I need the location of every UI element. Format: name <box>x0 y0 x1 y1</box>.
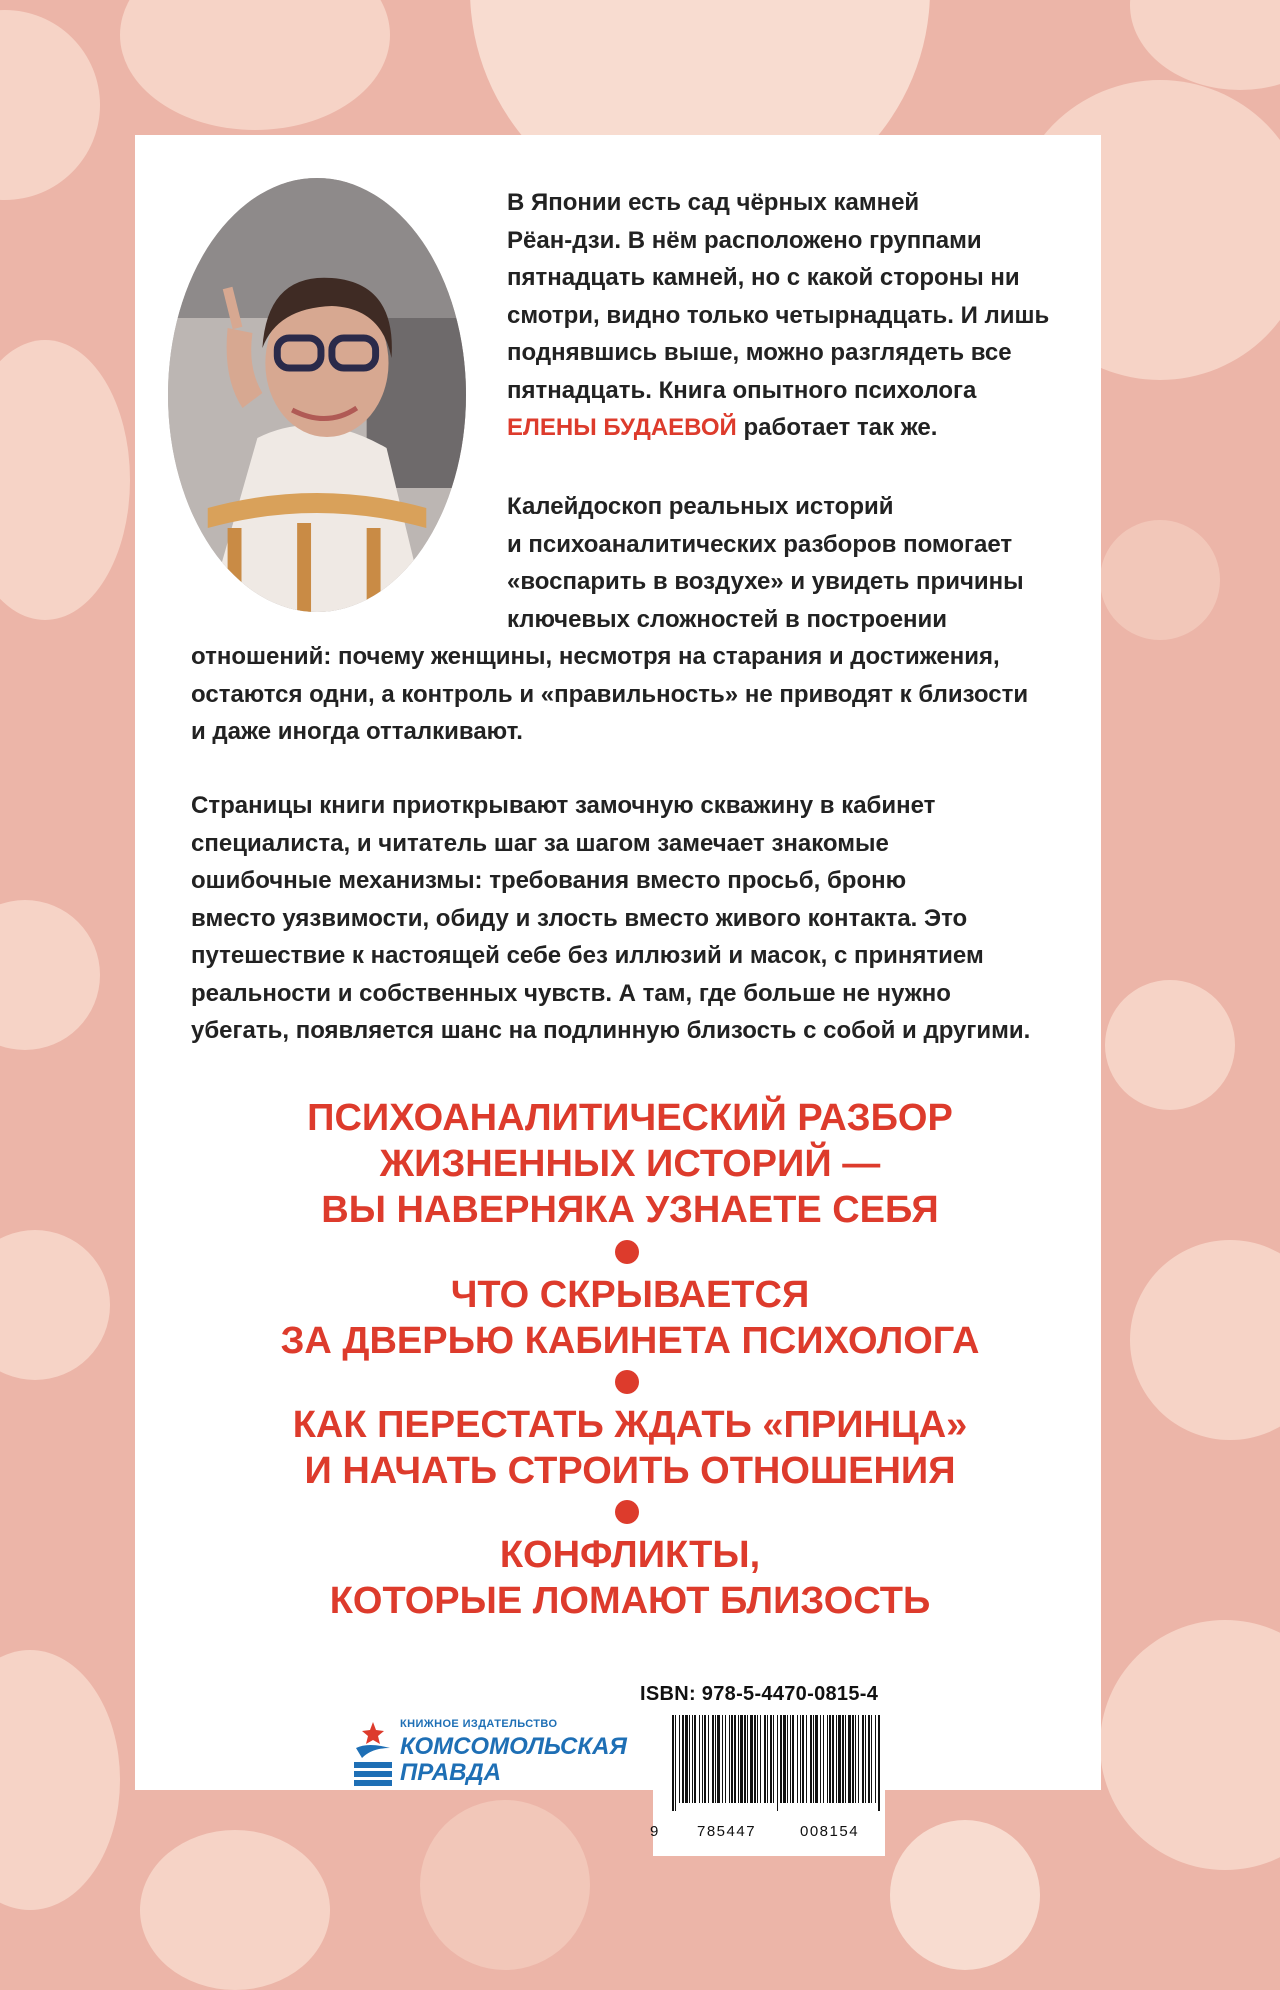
barcode-bar <box>738 1715 739 1803</box>
bubble <box>890 1820 1040 1970</box>
barcode-bar <box>780 1715 782 1803</box>
barcode-bar <box>790 1715 791 1803</box>
barcode-bar <box>810 1715 812 1803</box>
barcode-bar <box>802 1715 804 1803</box>
highlight-line: И НАЧАТЬ СТРОИТЬ ОТНОШЕНИЯ <box>304 1450 956 1492</box>
barcode-bar <box>842 1715 844 1803</box>
bubble <box>120 0 390 130</box>
barcode-digit-first: 9 <box>650 1823 659 1840</box>
bubble <box>1130 1240 1280 1440</box>
barcode-bar <box>865 1715 866 1803</box>
barcode-bar <box>852 1715 854 1803</box>
barcode-bar <box>757 1715 758 1803</box>
barcode-bar <box>845 1715 846 1803</box>
text-line: отношений: почему женщины, несмотря на старания и достижения, <box>191 643 1000 670</box>
barcode-bar <box>672 1715 674 1811</box>
bubble <box>1105 980 1235 1110</box>
text-line: вместо уязвимости, обиду и злость вместо живого контакта. Это <box>191 904 968 932</box>
barcode-bar <box>820 1715 821 1803</box>
barcode-bar <box>712 1715 714 1803</box>
barcode-bar <box>858 1715 859 1803</box>
barcode-bar <box>689 1715 690 1803</box>
barcode <box>670 1715 884 1811</box>
barcode-bar <box>855 1715 856 1803</box>
barcode-bar <box>722 1715 723 1803</box>
description-paragraph-top <box>507 488 1077 638</box>
text-line: Страницы книги приоткрывают замочную скважину в кабинет <box>191 792 936 819</box>
isbn-label: ISBN: 978-5-4470-0815-4 <box>640 1683 879 1705</box>
barcode-bar <box>702 1715 703 1803</box>
barcode-bar <box>878 1715 880 1811</box>
barcode-bar <box>862 1715 864 1803</box>
barcode-bar <box>829 1715 831 1803</box>
barcode-bar <box>685 1715 688 1803</box>
barcode-bar <box>675 1715 676 1811</box>
barcode-bar <box>744 1715 746 1803</box>
summary-paragraph <box>191 787 1081 1050</box>
publisher-name-line2: ПРАВДА <box>400 1759 502 1786</box>
barcode-bar <box>715 1715 716 1803</box>
barcode-bar <box>734 1715 736 1803</box>
barcode-bar <box>783 1715 786 1803</box>
author-photo <box>168 178 466 612</box>
text-line: ошибочные механизмы: требования вместо просьб, броню <box>191 867 907 894</box>
barcode-bar <box>767 1715 768 1803</box>
highlight-3 <box>160 1402 1100 1494</box>
barcode-digits-group2: 008154 <box>800 1823 860 1840</box>
text-line: поднявшись выше, можно разглядеть все <box>507 339 1012 366</box>
barcode-bar <box>704 1715 706 1803</box>
text-line: убегать, появляется шанс на подлинную близость с собой и другими. <box>191 1017 1031 1044</box>
text-line: работает так же. <box>736 414 938 441</box>
barcode-bar <box>754 1715 756 1803</box>
highlight-2 <box>160 1272 1100 1364</box>
bubble <box>1130 0 1280 90</box>
bubble <box>0 1230 110 1380</box>
highlight-line: ЧТО СКРЫВАЕТСЯ <box>450 1274 810 1316</box>
highlight-line: КАК ПЕРЕСТАТЬ ЖДАТЬ «ПРИНЦА» <box>292 1404 968 1446</box>
bubble <box>0 1650 120 1910</box>
text-line: и психоаналитических разборов помогает <box>507 530 1013 558</box>
author-name: ЕЛЕНЫ БУДАЕВОЙ <box>507 414 737 441</box>
text-line: смотри, видно только четырнадцать. И лишь <box>507 301 1050 329</box>
highlight-line: КОТОРЫЕ ЛОМАЮТ БЛИЗОСТЬ <box>329 1580 931 1622</box>
barcode-bar <box>760 1715 761 1803</box>
bullet-dot <box>615 1370 639 1394</box>
barcode-bar <box>717 1715 720 1803</box>
barcode-bar <box>708 1715 709 1803</box>
text-line: Рёан-дзи. В нём расположено группами <box>507 226 982 254</box>
barcode-bar <box>792 1715 794 1803</box>
text-line: путешествие к настоящей себе без иллюзий и масок, с принятием <box>191 942 984 969</box>
text-line: пятнадцать камней, но с какой стороны ни <box>507 264 1020 291</box>
text-line: пятнадцать. Книга опытного психолога <box>507 376 977 404</box>
text-line: В Японии есть сад чёрных камней <box>507 189 920 216</box>
barcode-bar <box>777 1715 778 1811</box>
bubble <box>0 340 130 620</box>
barcode-bar <box>750 1715 753 1803</box>
bubble <box>140 1830 330 1990</box>
barcode-bar <box>797 1715 798 1803</box>
barcode-bar <box>692 1715 693 1803</box>
barcode-digits-group1: 785447 <box>697 1823 757 1840</box>
barcode-bar <box>740 1715 743 1803</box>
barcode-bar <box>868 1715 870 1803</box>
barcode-bar <box>729 1715 730 1803</box>
publisher-name-line1: КОМСОМОЛЬСКАЯ <box>400 1733 627 1760</box>
bubble <box>1100 1620 1280 1870</box>
barcode-bar <box>747 1715 748 1803</box>
barcode-bar <box>682 1715 684 1803</box>
text-line: Калейдоскоп реальных историй <box>507 493 894 520</box>
highlight-line: ЗА ДВЕРЬЮ КАБИНЕТА ПСИХОЛОГА <box>280 1320 980 1362</box>
barcode-bar <box>871 1715 872 1803</box>
barcode-bar <box>764 1715 766 1803</box>
barcode-bar <box>832 1715 834 1803</box>
bubble <box>420 1800 590 1970</box>
barcode-bar <box>838 1715 841 1803</box>
book-bird-icon <box>350 1718 396 1788</box>
highlight-1 <box>160 1095 1100 1233</box>
bubble <box>0 900 100 1050</box>
barcode-bar <box>848 1715 851 1803</box>
bubble <box>0 10 100 200</box>
barcode-bar <box>813 1715 814 1803</box>
barcode-bar <box>875 1715 876 1803</box>
intro-paragraph <box>507 184 1077 447</box>
text-line: реальности и собственных чувств. А там, где больше не нужно <box>191 979 951 1007</box>
text-line: «воспарить в воздухе» и увидеть причины <box>507 568 1024 595</box>
text-line: специалиста, и читатель шаг за шагом замечает знакомые <box>191 829 889 857</box>
text-line: ключевых сложностей в построении <box>507 605 948 633</box>
highlight-line: КОНФЛИКТЫ, <box>499 1534 761 1576</box>
barcode-bar <box>827 1715 828 1803</box>
barcode-bar <box>800 1715 801 1803</box>
publisher-tagline: КНИЖНОЕ ИЗДАТЕЛЬСТВО <box>400 1718 558 1730</box>
barcode-bar <box>836 1715 837 1803</box>
barcode-bar <box>787 1715 788 1803</box>
description-paragraph-bottom <box>191 638 1081 751</box>
barcode-bar <box>815 1715 818 1803</box>
text-line: остаются одни, а контроль и «правильность» не приводят к близости <box>191 680 1029 708</box>
barcode-bar <box>770 1715 772 1803</box>
barcode-bar <box>806 1715 807 1803</box>
barcode-bar <box>725 1715 726 1803</box>
barcode-bar <box>679 1715 680 1803</box>
barcode-bar <box>823 1715 824 1803</box>
bubble <box>1100 520 1220 640</box>
highlight-line: ЖИЗНЕННЫХ ИСТОРИЙ — <box>379 1143 881 1185</box>
barcode-bar <box>694 1715 696 1803</box>
barcode-bar <box>699 1715 700 1803</box>
barcode-bar <box>731 1715 733 1803</box>
highlight-4 <box>160 1532 1100 1624</box>
highlight-line: ВЫ НАВЕРНЯКА УЗНАЕТЕ СЕБЯ <box>321 1189 939 1231</box>
barcode-bar <box>773 1715 774 1803</box>
bullet-dot <box>615 1500 639 1524</box>
text-line: и даже иногда отталкивают. <box>191 718 523 745</box>
bullet-dot <box>615 1240 639 1264</box>
highlight-line: ПСИХОАНАЛИТИЧЕСКИЙ РАЗБОР <box>307 1097 953 1139</box>
